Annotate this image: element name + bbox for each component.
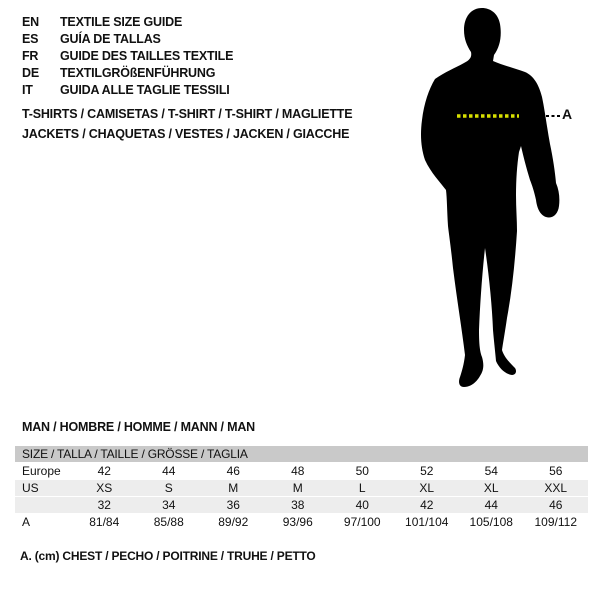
row-label: US: [22, 481, 39, 495]
table-cell: 46: [549, 498, 563, 512]
language-guide-list: [22, 13, 233, 98]
table-cell: 34: [162, 498, 176, 512]
table-cell: XS: [96, 481, 113, 495]
table-cell: 109/112: [534, 515, 577, 529]
table-cell: M: [228, 481, 239, 495]
table-cell: 48: [291, 464, 305, 478]
table-cell: 105/108: [469, 515, 513, 529]
table-cell: 54: [484, 464, 498, 478]
language-code: DE: [22, 65, 39, 80]
table-cell: 56: [549, 464, 563, 478]
row-label: A: [22, 515, 31, 529]
table-cell: M: [292, 481, 303, 495]
table-cell: 44: [162, 464, 176, 478]
table-row-chest-a: [15, 514, 588, 530]
table-cell: XL: [483, 481, 499, 495]
section-title-man: MAN / HOMBRE / HOMME / MANN / MAN: [22, 420, 255, 434]
language-code: IT: [22, 82, 33, 97]
language-code: ES: [22, 31, 39, 46]
man-silhouette-svg: [400, 0, 600, 420]
language-label: GUIDA ALLE TAGLIE TESSILI: [60, 82, 230, 97]
table-cell: 50: [355, 464, 369, 478]
table-cell: 89/92: [218, 515, 249, 529]
table-cell: 46: [226, 464, 240, 478]
category-tshirts: T-SHIRTS / CAMISETAS / T-SHIRT / T-SHIRT / MAGLIETTE: [22, 107, 353, 121]
garment-categories: [22, 104, 352, 144]
size-table: [15, 446, 588, 531]
language-label: GUIDE DES TAILLES TEXTILE: [60, 48, 234, 63]
table-cell: 38: [291, 498, 305, 512]
table-cell: 42: [420, 498, 434, 512]
table-cell: 36: [226, 498, 240, 512]
man-silhouette-figure: [400, 0, 600, 420]
table-cell: 40: [355, 498, 369, 512]
row-label: [15, 497, 72, 513]
man-silhouette-shape: [421, 8, 559, 387]
language-code: FR: [22, 48, 39, 63]
table-cell: L: [358, 481, 366, 495]
table-row-numeric: [15, 497, 588, 513]
measure-label-a: A: [562, 106, 573, 122]
category-jackets: JACKETS / CHAQUETAS / VESTES / JACKEN / GIACCHE: [22, 127, 350, 141]
table-cell: 85/88: [153, 515, 184, 529]
chest-measure-footnote: A. (cm) CHEST / PECHO / POITRINE / TRUHE / PETTO: [20, 549, 316, 563]
language-row-de: [22, 64, 233, 81]
table-cell: 97/100: [343, 515, 381, 529]
table-cell: XL: [419, 481, 435, 495]
language-row-fr: [22, 47, 233, 64]
table-cell: 101/104: [405, 515, 449, 529]
language-label: TEXTILGRÖßENFÜHRUNG: [60, 65, 216, 80]
language-label: TEXTILE SIZE GUIDE: [60, 14, 183, 29]
table-row-us: [15, 480, 588, 496]
table-cell: 42: [97, 464, 111, 478]
language-row-es: [22, 30, 233, 47]
table-cell: 81/84: [89, 515, 120, 529]
table-row-europe: [15, 463, 588, 479]
table-cell: S: [164, 481, 173, 495]
language-code: EN: [22, 14, 39, 29]
row-label: Europe: [22, 464, 61, 478]
size-table-header: SIZE / TALLA / TAILLE / GRÖSSE / TAGLIA: [15, 446, 588, 462]
language-row-it: [22, 81, 233, 98]
table-cell: XXL: [544, 481, 568, 495]
table-cell: 44: [484, 498, 498, 512]
table-cell: 32: [97, 498, 111, 512]
table-cell: 52: [420, 464, 434, 478]
language-row-en: [22, 13, 233, 30]
language-label: GUÍA DE TALLAS: [60, 31, 161, 46]
table-cell: 93/96: [282, 515, 313, 529]
